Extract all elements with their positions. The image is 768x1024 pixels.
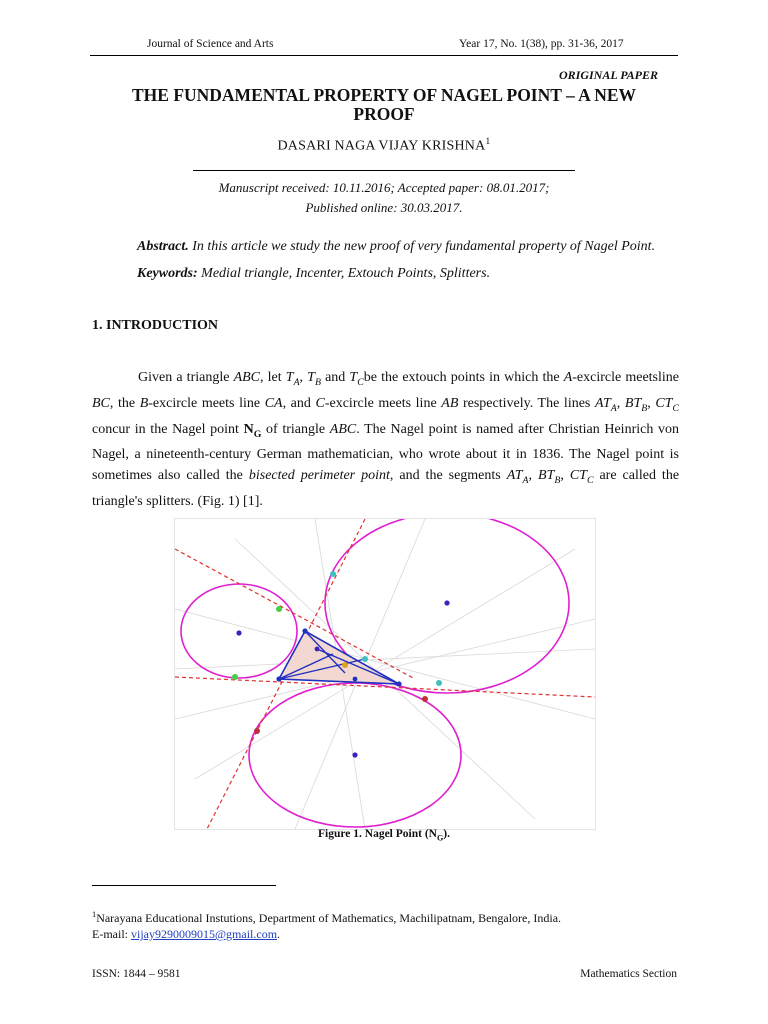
vertex-a	[302, 628, 307, 633]
point-tc	[276, 606, 282, 612]
intro-var: ABC	[329, 421, 357, 437]
intro-var: bisected perimeter point	[248, 468, 390, 484]
intro-text: ,	[560, 468, 570, 484]
header-rule	[90, 55, 678, 56]
footnote-affiliation-line	[92, 907, 561, 926]
intro-text: , the	[109, 395, 140, 411]
point-pc	[436, 680, 442, 686]
intro-sub: B	[314, 376, 321, 388]
point-nagel	[342, 662, 348, 668]
intro-text: of triangle	[261, 421, 330, 437]
intro-text: be the extouch points in which the	[363, 370, 564, 385]
issn: ISSN: 1844 – 9581	[92, 968, 181, 980]
vertex-b	[276, 676, 281, 681]
abstract-text: In this article we study the new proof of very fundamental property of Nagel Point.	[192, 239, 656, 254]
point-ib	[444, 600, 449, 605]
caption-text: Figure 1. Nagel Point (N	[318, 828, 437, 840]
abstract-label: Abstract.	[137, 239, 189, 254]
figure-diagram	[175, 519, 595, 829]
keywords	[137, 266, 490, 282]
dates-published: Published online: 30.03.2017.	[305, 200, 463, 215]
intro-var: AT	[506, 468, 523, 484]
intro-text: -excircle meets line	[324, 395, 442, 411]
author-footnote-mark: 1	[485, 136, 491, 147]
email-link[interactable]: vijay9290009015@gmail.com	[131, 927, 278, 941]
email-label: E-mail:	[92, 927, 131, 941]
paper-type: ORIGINAL PAPER	[558, 68, 658, 82]
intro-sub: C	[357, 376, 364, 388]
intro-paragraph	[92, 367, 679, 512]
figure-caption	[0, 828, 768, 842]
intro-var: T	[307, 370, 315, 385]
intro-text: , let	[260, 370, 286, 385]
intro-text: -excircle meetsline	[572, 370, 679, 385]
point-tb	[330, 571, 336, 577]
intro-var: AB	[441, 395, 459, 411]
intro-text: ,	[528, 468, 539, 484]
intro-var: BT	[624, 395, 642, 411]
intro-sub: G	[253, 428, 262, 440]
intro-var: CT	[655, 395, 673, 411]
issue-info: Year 17, No. 1(38), pp. 31-36, 2017	[459, 38, 624, 50]
point-pg	[422, 696, 428, 702]
caption-end: ).	[443, 828, 450, 840]
intro-var: B	[139, 395, 149, 411]
point-ba	[232, 674, 238, 680]
journal-name: Journal of Science and Arts	[147, 38, 274, 50]
intro-sub: A	[610, 402, 617, 414]
section-name: Mathematics Section	[580, 968, 677, 980]
point-ta	[362, 656, 368, 662]
intro-text: , and	[282, 395, 316, 411]
author-line	[0, 136, 768, 155]
intro-text: concur in the Nagel point	[92, 421, 244, 437]
intro-text: Given a triangle	[138, 370, 234, 385]
intro-sub: C	[586, 475, 594, 487]
footnote	[92, 907, 561, 942]
keywords-label: Keywords:	[137, 266, 198, 281]
intro-text: . The Nagel point is named after Christian Heinrich von Nagel, a nineteenth-century German mathematician, who wrote about it in 1836. The Nagel point is sometimes also called the	[92, 421, 680, 484]
intro-var: CA	[264, 395, 283, 411]
section-heading: 1. INTRODUCTION	[92, 318, 219, 333]
intro-sub: C	[672, 402, 679, 414]
point-m	[353, 677, 358, 682]
footnote-email-line	[92, 926, 561, 942]
intro-var: T	[349, 370, 358, 385]
footnote-rule	[92, 885, 276, 886]
intro-text: and	[320, 370, 350, 385]
intro-text: ,	[647, 395, 656, 411]
intro-sub: A	[293, 376, 300, 388]
keywords-text: Medial triangle, Incenter, Extouch Points, Splitters.	[201, 266, 491, 281]
intro-var: C	[315, 395, 325, 411]
paper-title: THE FUNDAMENTAL PROPERTY OF NAGEL POINT – A NEW PROOF	[131, 85, 637, 124]
intro-text: respectively. The lines	[458, 395, 595, 411]
dashed-lines	[175, 519, 595, 829]
intro-var: ABC	[233, 370, 261, 385]
dates-block	[0, 178, 768, 218]
abstract	[92, 236, 679, 257]
intro-var: BT	[538, 468, 555, 484]
dates-received: Manuscript received: 10.11.2016; Accepted paper: 08.01.2017;	[218, 180, 550, 195]
intro-text: , and the segments	[389, 468, 507, 484]
vertex-c	[396, 681, 401, 686]
email-end: .	[277, 927, 281, 941]
point-ia	[352, 752, 357, 757]
intro-var: T	[285, 370, 294, 385]
intro-sub: A	[522, 475, 529, 487]
intro-var: A	[563, 370, 573, 385]
intro-text: are called the triangle's splitters. (Fig. 1) [1].	[92, 468, 680, 510]
footnote-affiliation: Narayana Educational Instutions, Department of Mathematics, Machilipatnam, Bengalore, India.	[96, 911, 562, 925]
author-name: DASARI NAGA VIJAY KRISHNA	[277, 138, 486, 154]
intro-var: AT	[594, 395, 611, 411]
intro-sub: B	[554, 475, 561, 487]
intro-var: BC	[92, 395, 110, 411]
figure-nagel-point	[174, 518, 596, 830]
footnote-mark: 1	[92, 910, 97, 919]
point-incenter	[315, 647, 320, 652]
intro-text: -excircle meets line	[148, 395, 265, 411]
point-e	[254, 728, 260, 734]
separator-rule	[193, 170, 575, 171]
intro-var: N	[243, 421, 254, 437]
caption-sub: G	[436, 833, 444, 843]
intro-text: ,	[299, 370, 308, 385]
point-ic	[236, 630, 241, 635]
intro-var: CT	[569, 468, 587, 484]
intro-text: ,	[616, 395, 625, 411]
intro-sub: B	[641, 402, 648, 414]
construction-lines	[175, 519, 595, 829]
